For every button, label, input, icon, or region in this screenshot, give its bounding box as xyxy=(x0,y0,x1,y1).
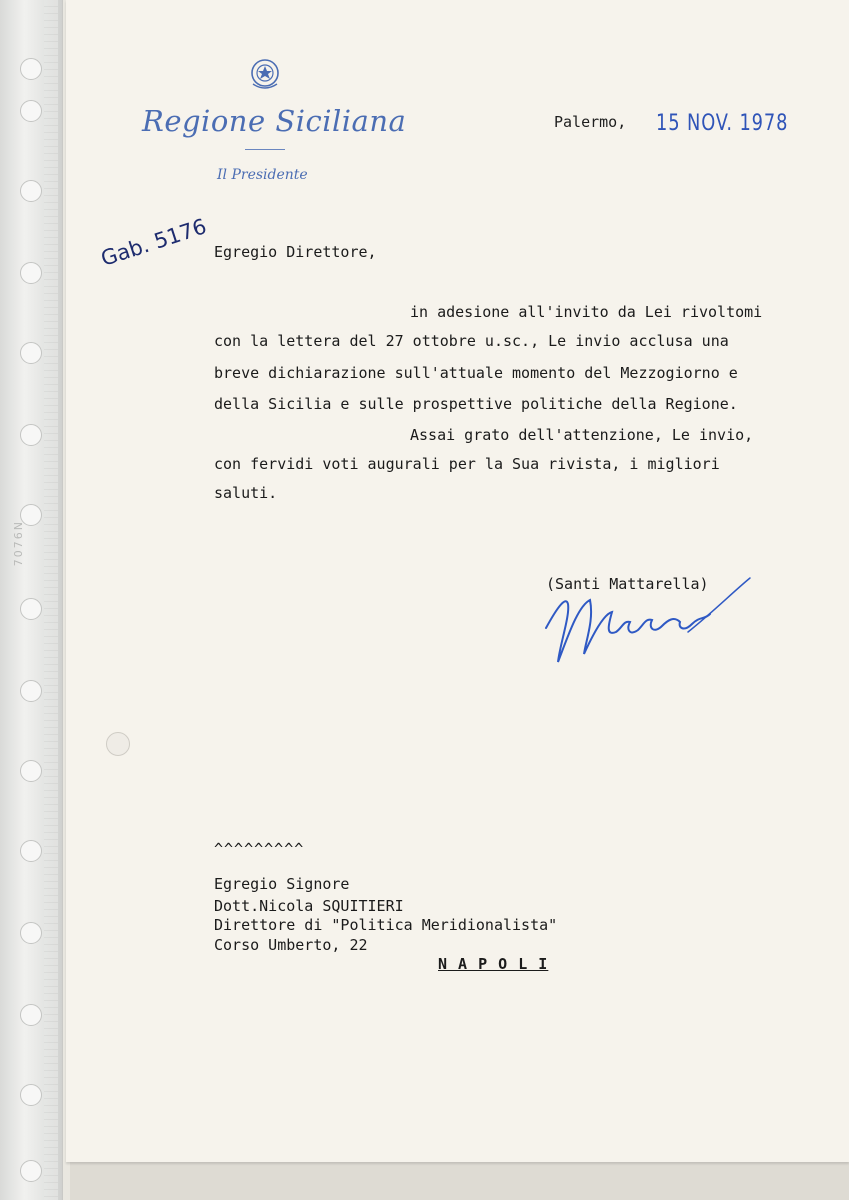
address-line: Direttore di "Politica Meridionalista" xyxy=(214,916,558,934)
address-line: Dott.Nicola SQUITIERI xyxy=(214,897,404,915)
address-city: N A P O L I xyxy=(438,955,549,973)
date-place: Palermo, xyxy=(554,113,627,131)
binder-hole xyxy=(20,100,42,122)
binder-hole xyxy=(20,598,42,620)
sleeve-print-text: 7076N xyxy=(12,520,25,567)
handwritten-signature xyxy=(538,566,758,676)
separator-marks: ^^^^^^^^^ xyxy=(214,840,305,858)
binder-hole xyxy=(20,680,42,702)
body-line: della Sicilia e sulle prospettive politiche della Regione. xyxy=(214,395,738,413)
binder-hole xyxy=(20,922,42,944)
binder-hole xyxy=(20,262,42,284)
binder-hole xyxy=(20,1084,42,1106)
body-line: in adesione all'invito da Lei rivoltomi xyxy=(410,303,763,321)
address-line: Corso Umberto, 22 xyxy=(214,936,368,954)
body-line: con la lettera del 27 ottobre u.sc., Le invio acclusa una xyxy=(214,332,729,350)
letterhead-rule xyxy=(245,149,285,150)
binder-hole xyxy=(20,840,42,862)
signatory-name: (Santi Mattarella) xyxy=(546,575,709,593)
body-line: Assai grato dell'attenzione, Le invio, xyxy=(410,426,754,444)
body-line: con fervidi voti augurali per la Sua rivista, i migliori xyxy=(214,455,720,473)
binder-hole xyxy=(20,424,42,446)
sleeve-ribbing xyxy=(44,0,58,1200)
binder-hole xyxy=(20,1004,42,1026)
binder-hole xyxy=(20,760,42,782)
body-line: saluti. xyxy=(214,484,278,502)
address-line: Egregio Signore xyxy=(214,875,350,893)
binder-hole xyxy=(20,1160,42,1182)
binder-hole xyxy=(20,342,42,364)
binder-hole xyxy=(20,58,42,80)
handwritten-annotation: Gab. 5176 xyxy=(98,214,210,271)
paper-punch-hole xyxy=(106,732,130,756)
date-stamp: 15 NOV. 1978 xyxy=(656,111,789,136)
salutation: Egregio Direttore, xyxy=(214,243,377,261)
binder-hole xyxy=(20,180,42,202)
letterhead-organization: Regione Siciliana xyxy=(142,104,407,138)
body-line: breve dichiarazione sull'attuale momento del Mezzogiorno e xyxy=(214,364,738,382)
letterhead-office: Il Presidente xyxy=(217,167,308,183)
sheet-protector-strip xyxy=(0,0,63,1200)
emblem-icon xyxy=(247,56,283,92)
